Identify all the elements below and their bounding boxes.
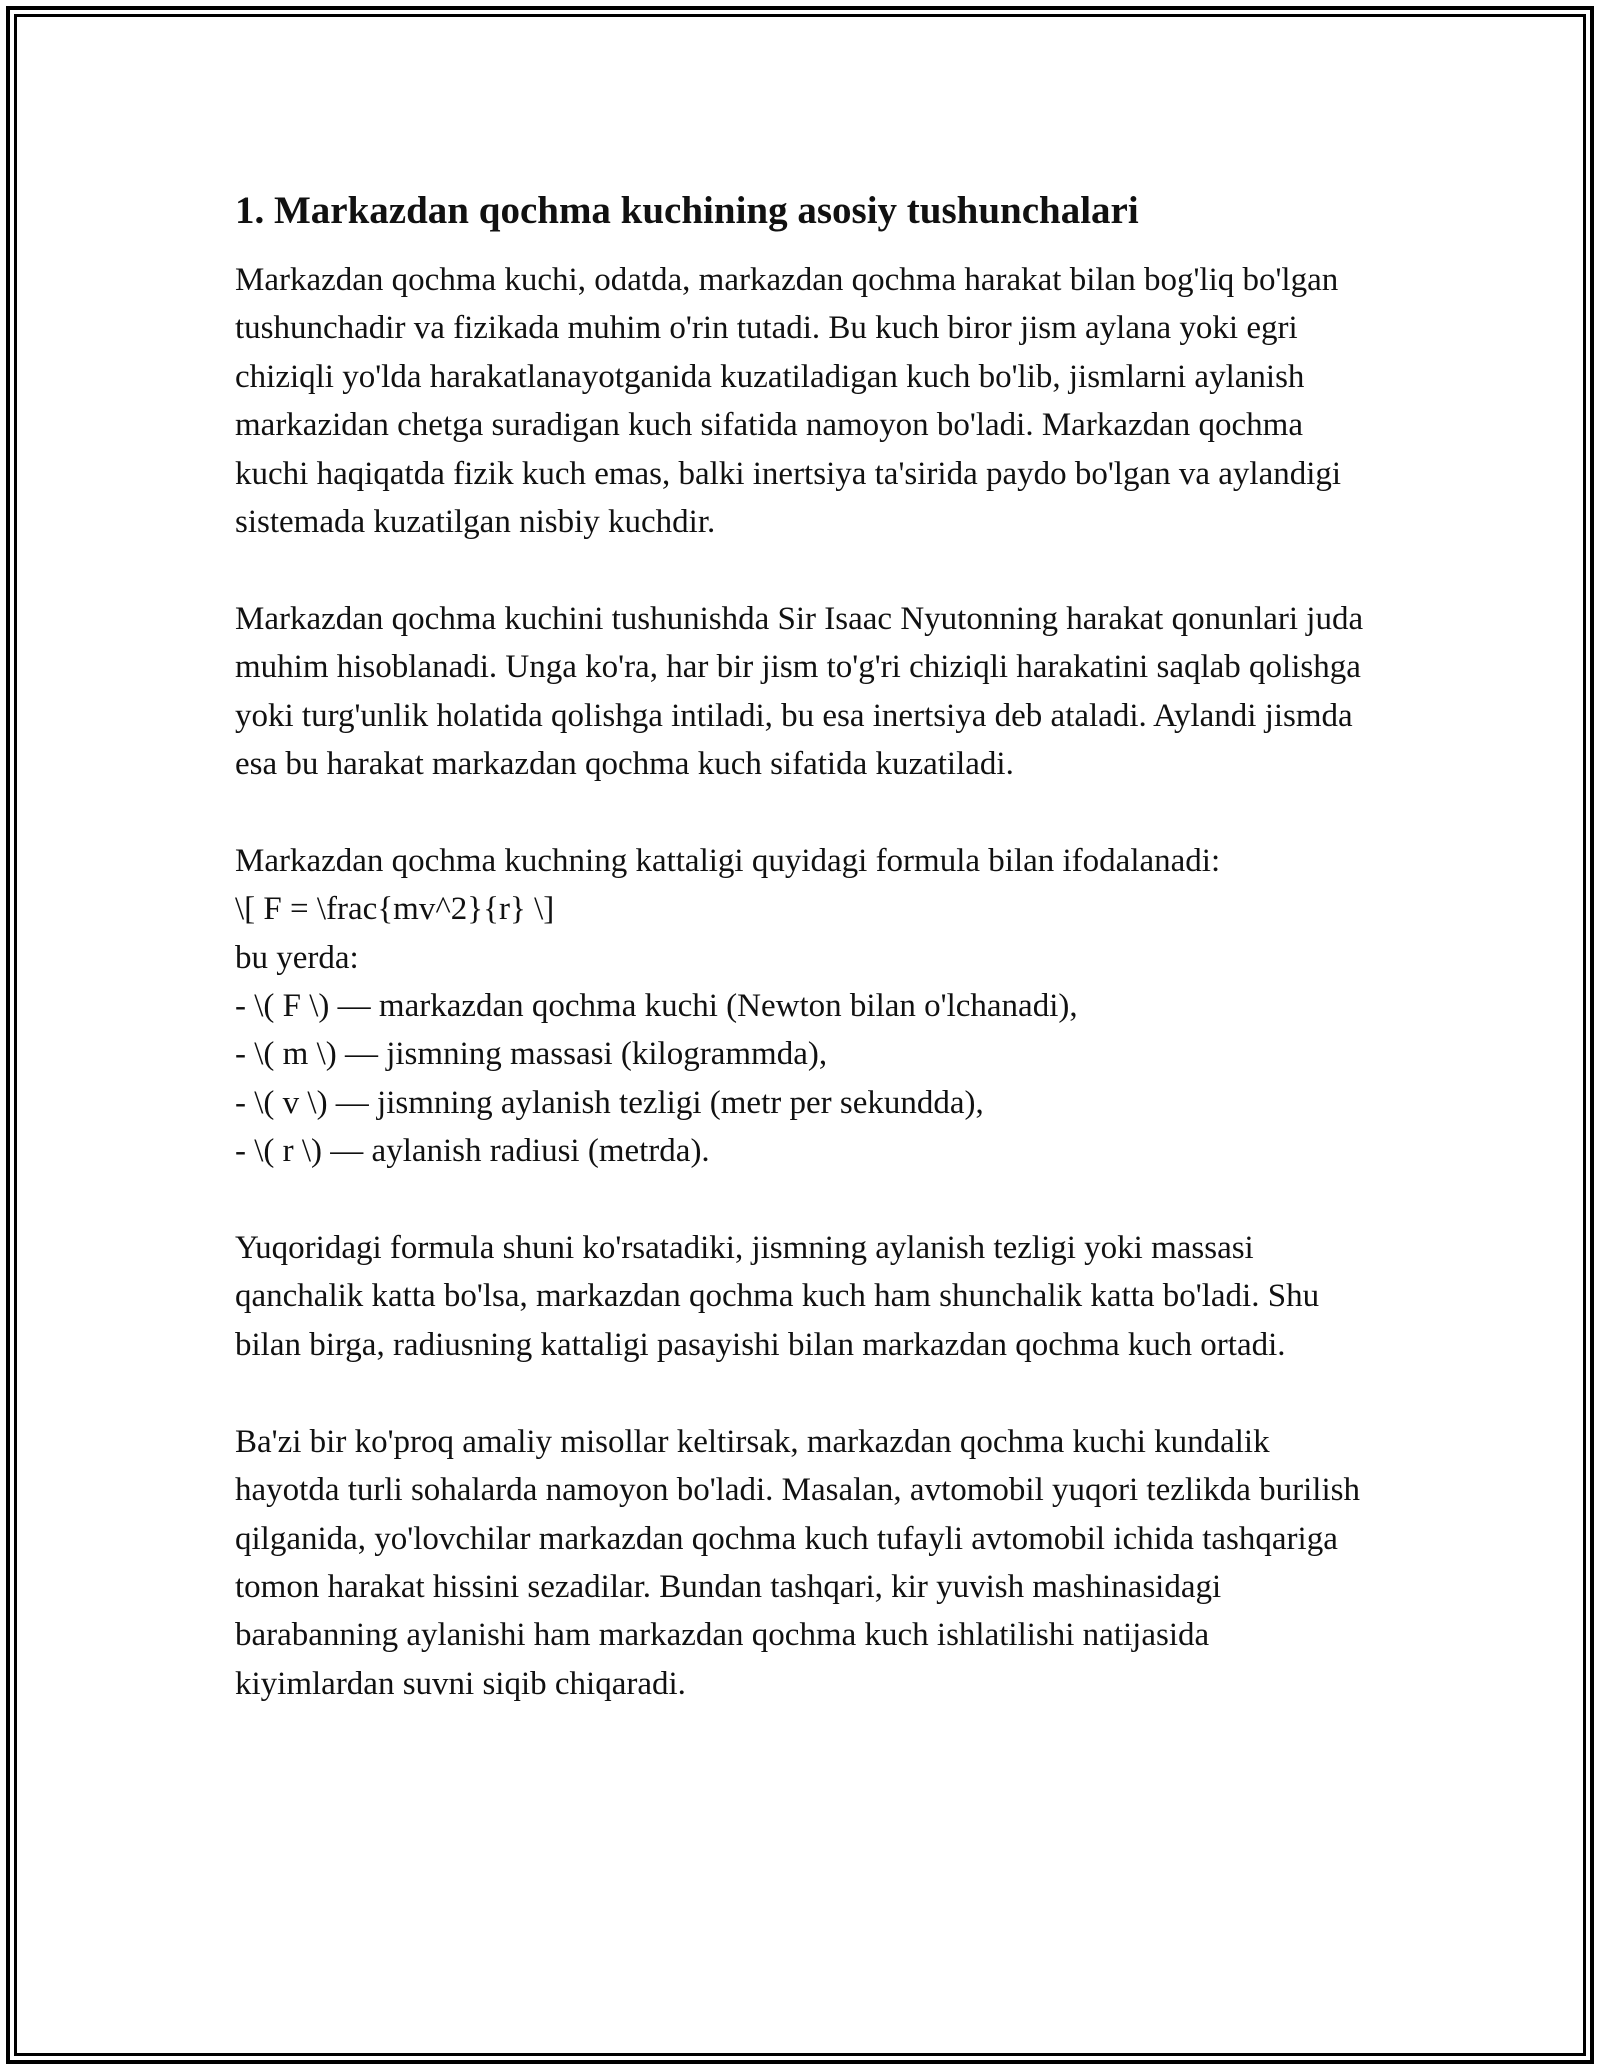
document-body xyxy=(235,186,1375,1708)
formula-variable-r: - \( r \) — aylanish radiusi (metrda). xyxy=(235,1133,710,1170)
formula-variable-v: - \( v \) — jismning aylanish tezligi (metr per sekundda), xyxy=(235,1084,984,1121)
formula: \[ F = \frac{mv^2}{r} \] xyxy=(235,891,555,928)
formula-section xyxy=(235,837,1375,1176)
section-heading: 1. Markazdan qochma kuchining asosiy tushunchalari xyxy=(235,189,1139,232)
formula-variable-f: - \( F \) — markazdan qochma kuchi (Newton bilan o'lchanadi), xyxy=(235,988,1078,1025)
paragraph-newton-laws: Markazdan qochma kuchini tushunishda Sir Isaac Nyutonning harakat qonunlari juda muhim hisoblanadi. Unga ko'ra, har bir jism to'g'ri chiziqli harakatini saqlab qolishga yoki turg'unlik holatida qolishga intiladi, bu esa inertsiya deb ataladi. Aylandi jismda esa bu harakat markazdan qochma kuch sifatida kuzatiladi. xyxy=(235,600,1364,783)
paragraph-examples: Ba'zi bir ko'proq amaliy misollar keltirsak, markazdan qochma kuchi kundalik hayotda turli sohalarda namoyon bo'ladi. Masalan, avtomobil yuqori tezlikda burilish qilganida, yo'lovchilar markazdan qochma kuch tufayli avtomobil ichida tashqariga tomon harakat hissini sezadilar. Bundan tashqari, kir yuvish mashinasidagi barabanning aylanishi ham markazdan qochma kuch ishlatilishi natijasida kiyimlardan suvni siqib chiqaradi. xyxy=(235,1423,1360,1702)
formula-intro: Markazdan qochma kuchning kattaligi quyidagi formula bilan ifodalanadi: xyxy=(235,842,1221,879)
paragraph-formula-explanation: Yuqoridagi formula shuni ko'rsatadiki, jismning aylanish tezligi yoki massasi qanchalik katta bo'lsa, markazdan qochma kuch ham shunchalik katta bo'ladi. Shu bilan birga, radiusning kattaligi pasayishi bilan markazdan qochma kuch ortadi. xyxy=(235,1230,1320,1363)
formula-where: bu yerda: xyxy=(235,939,359,976)
paragraph-definition: Markazdan qochma kuchi, odatda, markazdan qochma harakat bilan bog'liq bo'lgan tushunchadir va fizikada muhim o'rin tutadi. Bu kuch biror jism aylana yoki egri chiziqli yo'lda harakatlanayotganida kuzatiladigan kuch bo'lib, jismlarni aylanish markazidan chetga suradigan kuch sifatida namoyon bo'ladi. Markazdan qochma kuchi haqiqatda fizik kuch emas, balki inertsiya ta'sirida paydo bo'lgan va aylandigi sistemada kuzatilgan nisbiy kuchdir. xyxy=(235,262,1342,541)
formula-variable-m: - \( m \) — jismning massasi (kilogrammda), xyxy=(235,1036,828,1073)
